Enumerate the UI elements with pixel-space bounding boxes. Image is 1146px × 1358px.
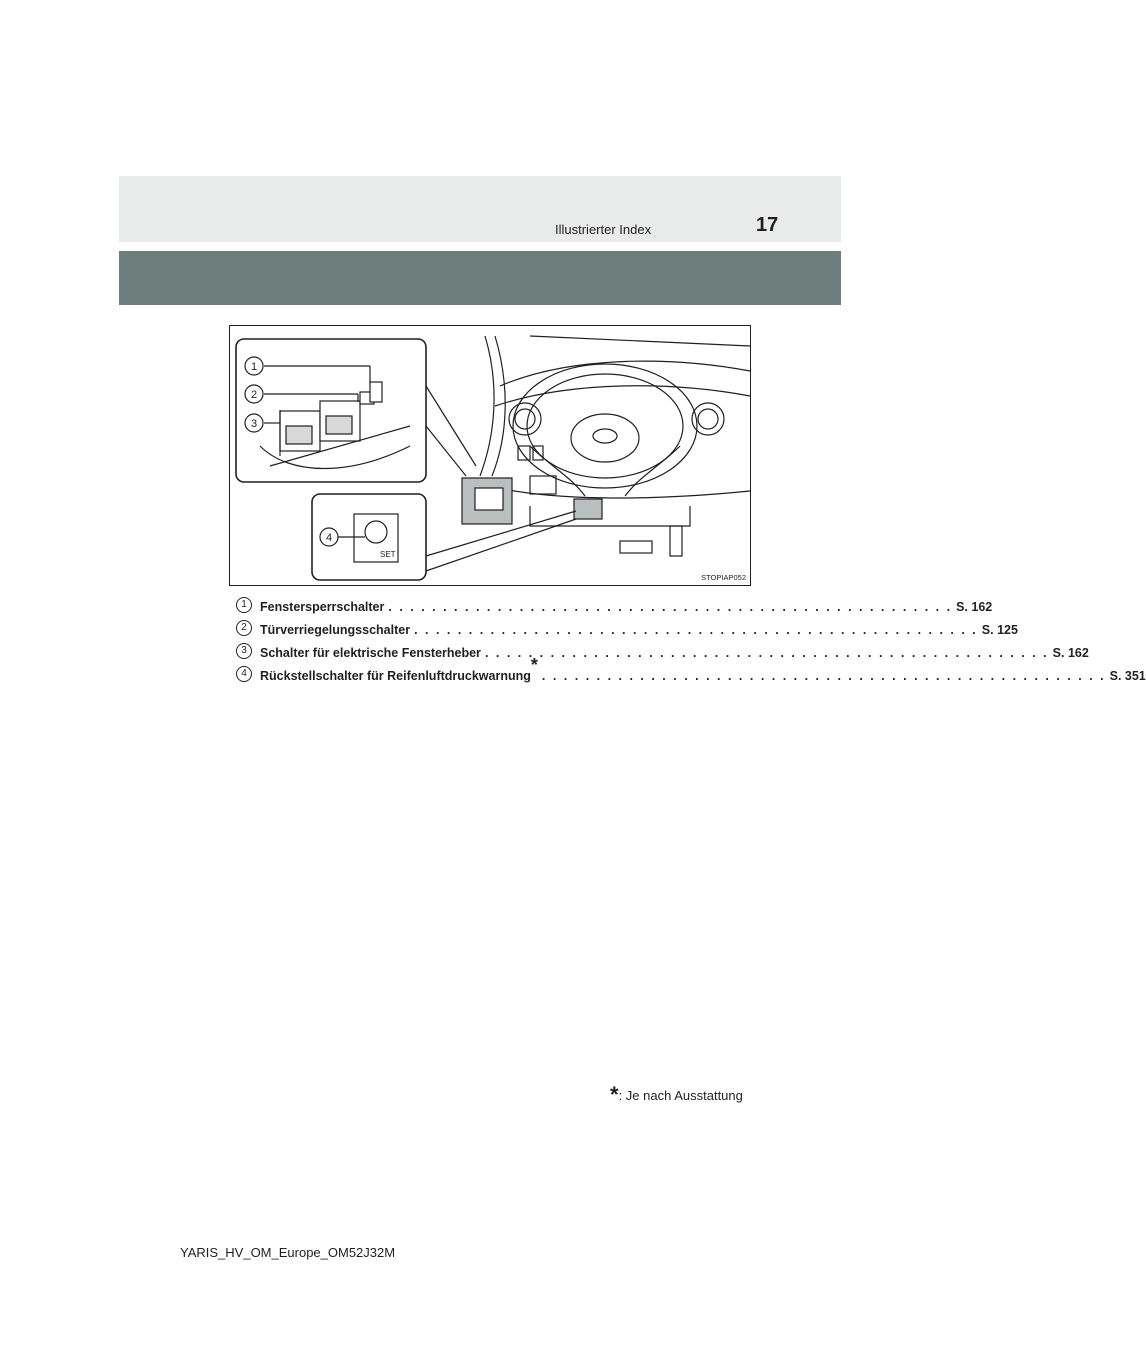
leader-dots: . . . . . . . . . . . . . . . . . . . . . . . . . . . . . . . . . . . . . . . . . . . . . . . . . . . . [388,600,953,614]
legend-label: Rückstellschalter für Reifenluftdruckwarnung [260,669,531,683]
leader-dots: . . . . . . . . . . . . . . . . . . . . . . . . . . . . . . . . . . . . . . . . . . . . . . . . . . . . [541,669,1106,683]
legend-number: 4 [236,666,252,682]
page-reference-link[interactable]: S. 162 [956,600,993,614]
legend-item [236,645,1089,669]
section-band [119,251,841,305]
legend-item [236,655,1146,692]
section-title: Illustrierter Index [555,222,652,237]
page-reference-link[interactable]: S. 162 [1052,646,1089,660]
legend-label: Türverriegelungsschalter [260,623,411,637]
dashboard-drawing [230,326,750,585]
callout-4: 4 [325,532,333,544]
legend-number: 2 [236,620,252,636]
legend-label: Schalter für elektrische Fensterheber [260,646,481,660]
legend-label: Fenstersperrschalter [260,600,385,614]
figure-code: STOPIAP052 [701,573,746,582]
footnote [610,1080,743,1106]
page-reference-link[interactable]: S. 351 [1109,669,1146,683]
leader-dots: . . . . . . . . . . . . . . . . . . . . . . . . . . . . . . . . . . . . . . . . . . . . . . . . . . . . [484,646,1049,660]
leader-dots: . . . . . . . . . . . . . . . . . . . . . . . . . . . . . . . . . . . . . . . . . . . . . . . . . . . . [414,623,978,637]
footnote-star: * [610,1082,619,1107]
set-label: SET [380,550,396,559]
legend-item [236,599,993,623]
dashboard-illustration [229,325,751,586]
legend-number: 1 [236,597,252,613]
page-reference-link[interactable]: S. 125 [981,623,1018,637]
legend-item [236,622,1018,646]
legend-list [236,599,1146,692]
page-number: 17 [756,214,779,236]
legend-number: 3 [236,643,252,659]
callout-3: 3 [250,418,258,430]
header-band [119,176,841,242]
footnote-text: : Je nach Ausstattung [618,1088,743,1103]
optional-star: * [530,655,538,675]
document-id: YARIS_HV_OM_Europe_OM52J32M [180,1245,396,1260]
callout-1: 1 [250,361,258,373]
callout-2: 2 [250,389,258,401]
